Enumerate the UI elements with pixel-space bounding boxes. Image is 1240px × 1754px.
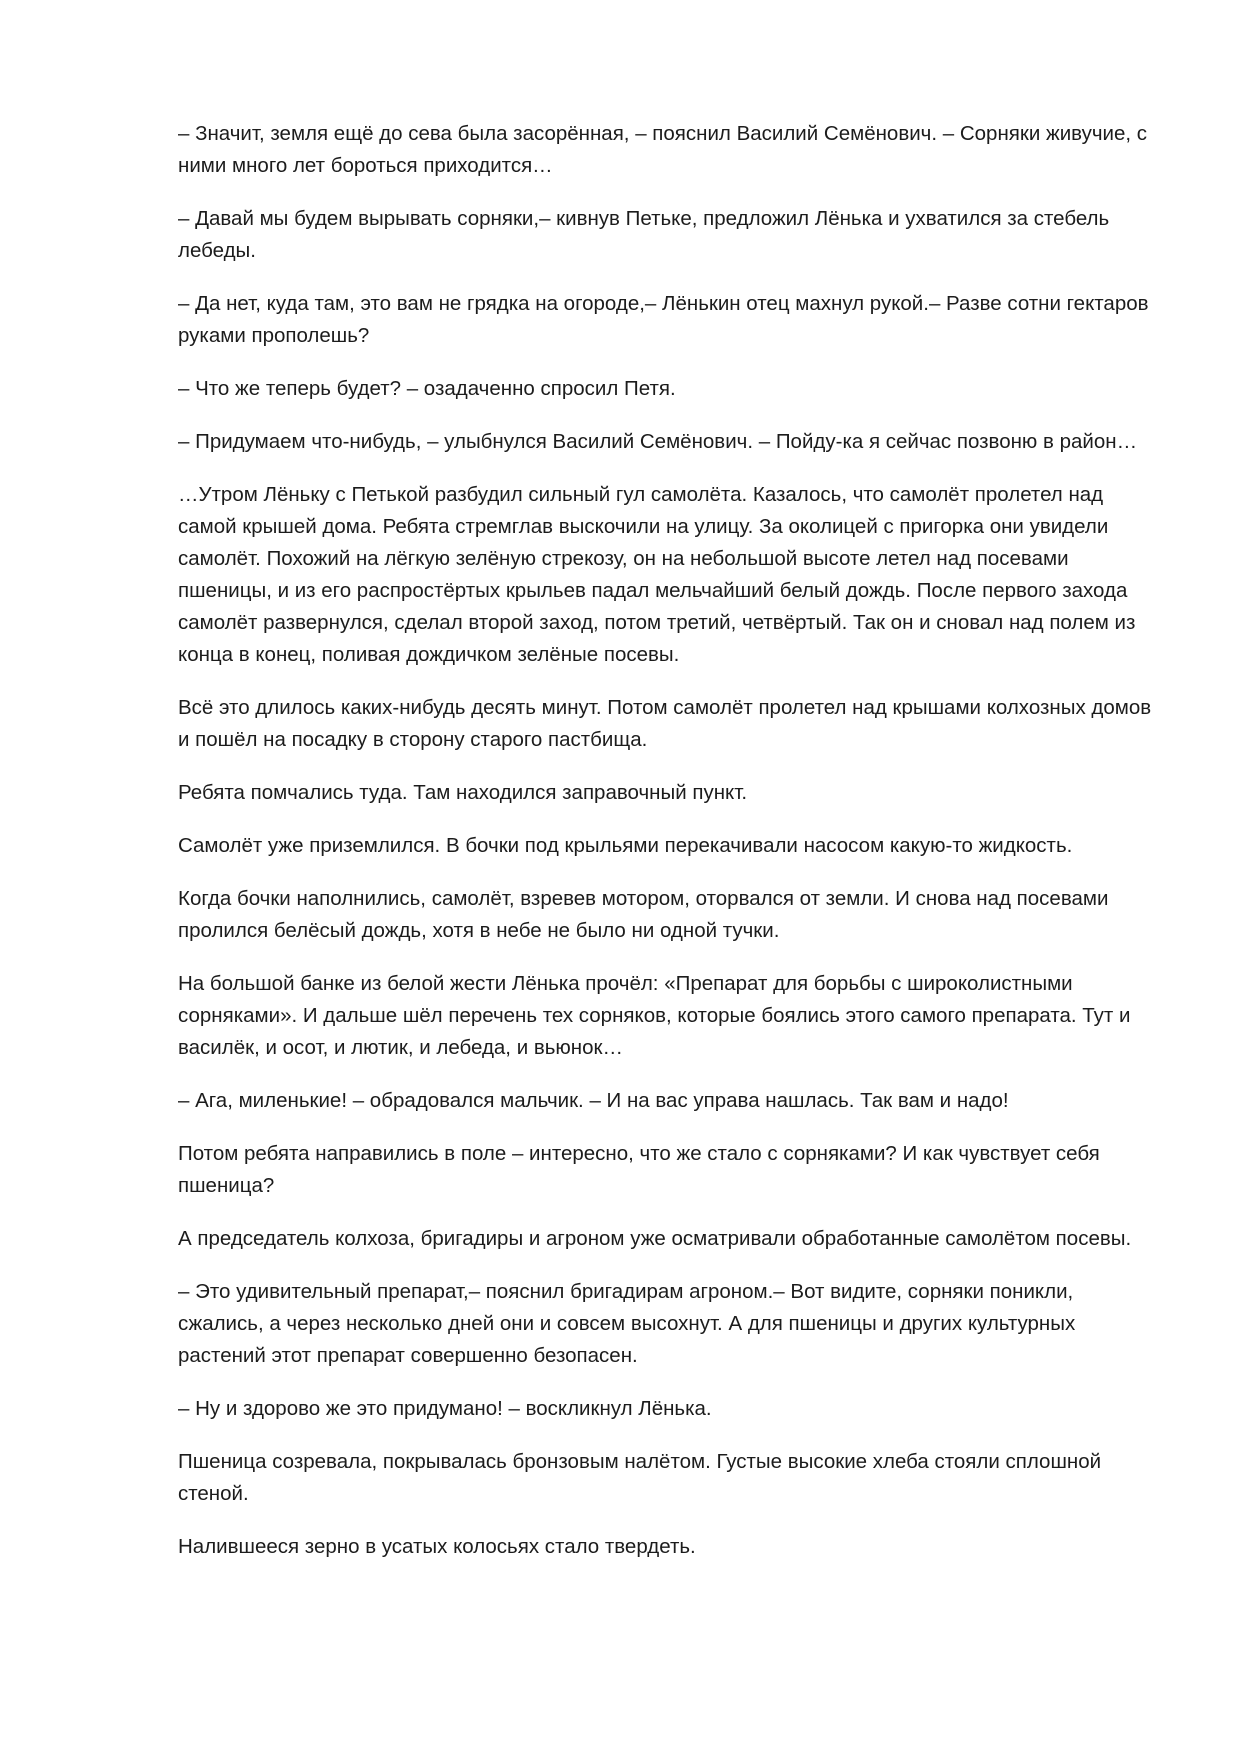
- paragraph-2: – Давай мы будем вырывать сорняки,– кивнув Петьке, предложил Лёнька и ухватился за стебель лебеды.: [178, 207, 1110, 262]
- paragraph-15: – Это удивительный препарат,– пояснил бригадирам агроном.– Вот видите, сорняки поникли, сжались, а через несколько дней они и совсем высохнут. А для пшеницы и других культурных растений этот препарат совершенно безопасен.: [178, 1280, 1076, 1367]
- paragraph-5: – Придумаем что-нибудь, – улыбнулся Василий Семёнович. – Пойду-ка я сейчас позвоню в район…: [178, 430, 1138, 453]
- paragraph-17: Пшеница созревала, покрывалась бронзовым налётом. Густые высокие хлеба стояли сплошной стеной.: [178, 1450, 1102, 1505]
- paragraph-12: – Ага, миленькие! – обрадовался мальчик. – И на вас управа нашлась. Так вам и надо!: [178, 1089, 1009, 1112]
- paragraph-8: Ребята помчались туда. Там находился заправочный пункт.: [178, 781, 748, 804]
- paragraph-3: – Да нет, куда там, это вам не грядка на огороде,– Лёнькин отец махнул рукой.– Разве сотни гектаров руками прополешь?: [178, 292, 1149, 347]
- paragraph-9: Самолёт уже приземлился. В бочки под крыльями перекачивали насосом какую-то жидкость.: [178, 834, 1073, 857]
- paragraph-1: – Значит, земля ещё до сева была засорённая, – пояснил Василий Семёнович. – Сорняки живучие, с ними много лет бороться приходится…: [178, 122, 1148, 177]
- paragraph-4: – Что же теперь будет? – озадаченно спросил Петя.: [178, 377, 676, 400]
- paragraph-18: Налившееся зерно в усатых колосьях стало твердеть.: [178, 1535, 696, 1558]
- paragraph-10: Когда бочки наполнились, самолёт, взревев мотором, оторвался от земли. И снова над посевами пролился белёсый дождь, хотя в небе не было ни одной тучки.: [178, 887, 1109, 942]
- document-body: [178, 118, 1160, 1584]
- paragraph-16: – Ну и здорово же это придумано! – воскликнул Лёнька.: [178, 1397, 712, 1420]
- paragraph-14: А председатель колхоза, бригадиры и агроном уже осматривали обработанные самолётом посевы.: [178, 1227, 1132, 1250]
- paragraph-6: …Утром Лёньку с Петькой разбудил сильный гул самолёта. Казалось, что самолёт пролетел над самой крышей дома. Ребята стремглав выскочили на улицу. За околицей с пригорка они увидели самолёт. Похожий на лёгкую зелёную стрекозу, он на небольшой высоте летел над посевами пшеницы, и из его распростёртых крыльев падал мельчайший белый дождь. После первого захода самолёт развернулся, сделал второй заход, потом третий, четвёртый. Так он и сновал над полем из конца в конец, поливая дождичком зелёные посевы.: [178, 483, 1136, 666]
- paragraph-13: Потом ребята направились в поле – интересно, что же стало с сорняками? И как чувствует себя пшеница?: [178, 1142, 1100, 1197]
- paragraph-7: Всё это длилось каких-нибудь десять минут. Потом самолёт пролетел над крышами колхозных домов и пошёл на посадку в сторону старого пастбища.: [178, 696, 1152, 751]
- paragraph-11: На большой банке из белой жести Лёнька прочёл: «Препарат для борьбы с широколистными сорняками». И дальше шёл перечень тех сорняков, которые боялись этого самого препарата. Тут и василёк, и осот, и лютик, и лебеда, и вьюнок…: [178, 972, 1131, 1059]
